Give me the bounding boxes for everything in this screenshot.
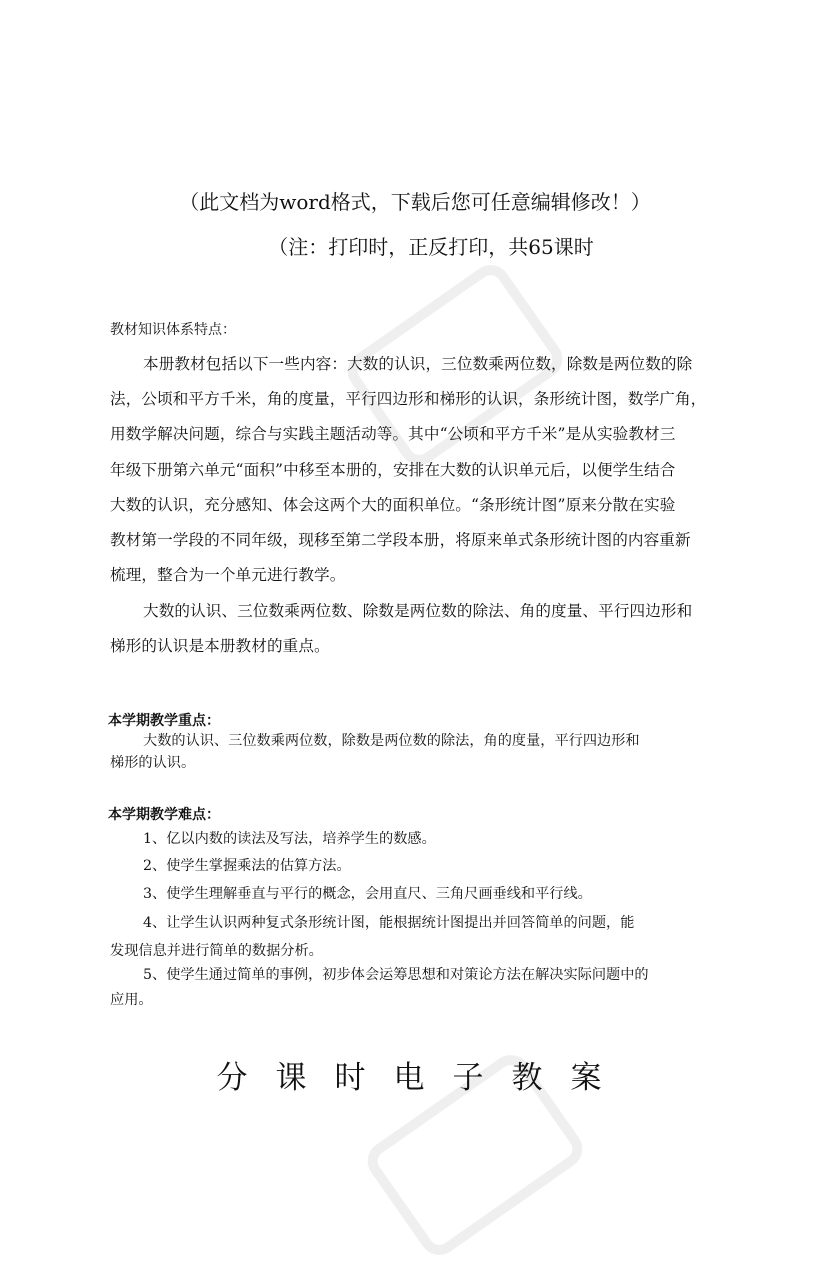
difficulty-item: 应用。 [110,992,153,1008]
overview-paragraph-line: 大数的认识，充分感知、体会这两个大的面积单位。“条形统计图”原来分散在实验 [110,496,676,514]
key-points-line: 大数的认识、三位数乘两位数，除数是两位数的除法，角的度量，平行四边形和 [143,733,640,749]
overview-paragraph-line: 年级下册第六单元“面积”中移至本册的，安排在大数的认识单元后，以便学生结合 [110,461,676,479]
overview-paragraph-line: 用数学解决问题，综合与实践主题活动等。其中“公顷和平方千米”是从实验教材三 [110,425,676,443]
difficulty-item: 5、使学生通过简单的事例，初步体会运筹思想和对策论方法在解决实际问题中的 [143,967,649,983]
key-points-line: 梯形的认识。 [110,755,196,771]
section-title: 分课时电子教案 [216,1060,630,1096]
difficulty-item: 1、亿以内数的读法及写法，培养学生的数感。 [143,831,436,847]
overview-paragraph-line: 教材第一学段的不同年级，现移至第二学段本册，将原来单式条形统计图的内容重新 [110,531,691,549]
difficulty-item: 发现信息并进行简单的数据分析。 [110,943,323,959]
overview-paragraph-line: 大数的认识、三位数乘两位数、除数是两位数的除法、角的度量、平行四边形和 [143,602,693,620]
difficulties-heading: 本学期教学难点： [108,807,220,823]
overview-paragraph-line: 本册教材包括以下一些内容：大数的认识，三位数乘两位数，除数是两位数的除 [143,355,693,373]
document-title-line-1: （此文档为word格式，下载后您可任意编辑修改！） [179,190,651,214]
overview-heading: 教材知识体系特点： [110,322,236,338]
key-points-heading: 本学期教学重点： [108,713,220,729]
overview-paragraph-line: 梳理，整合为一个单元进行教学。 [110,566,346,584]
difficulty-item: 3、使学生理解垂直与平行的概念，会用直尺、三角尺画垂线和平行线。 [143,886,592,902]
overview-paragraph-line: 法，公顷和平方千米，角的度量，平行四边形和梯形的认识，条形统计图，数学广角， [110,390,707,408]
overview-paragraph-line: 梯形的认识是本册教材的重点。 [110,637,330,655]
difficulty-item: 2、使学生掌握乘法的估算方法。 [143,858,351,874]
difficulty-item: 4、让学生认识两种复式条形统计图，能根据统计图提出并回答简单的问题，能 [143,915,635,931]
document-title-line-2: （注：打印时，正反打印，共65课时 [268,235,594,259]
